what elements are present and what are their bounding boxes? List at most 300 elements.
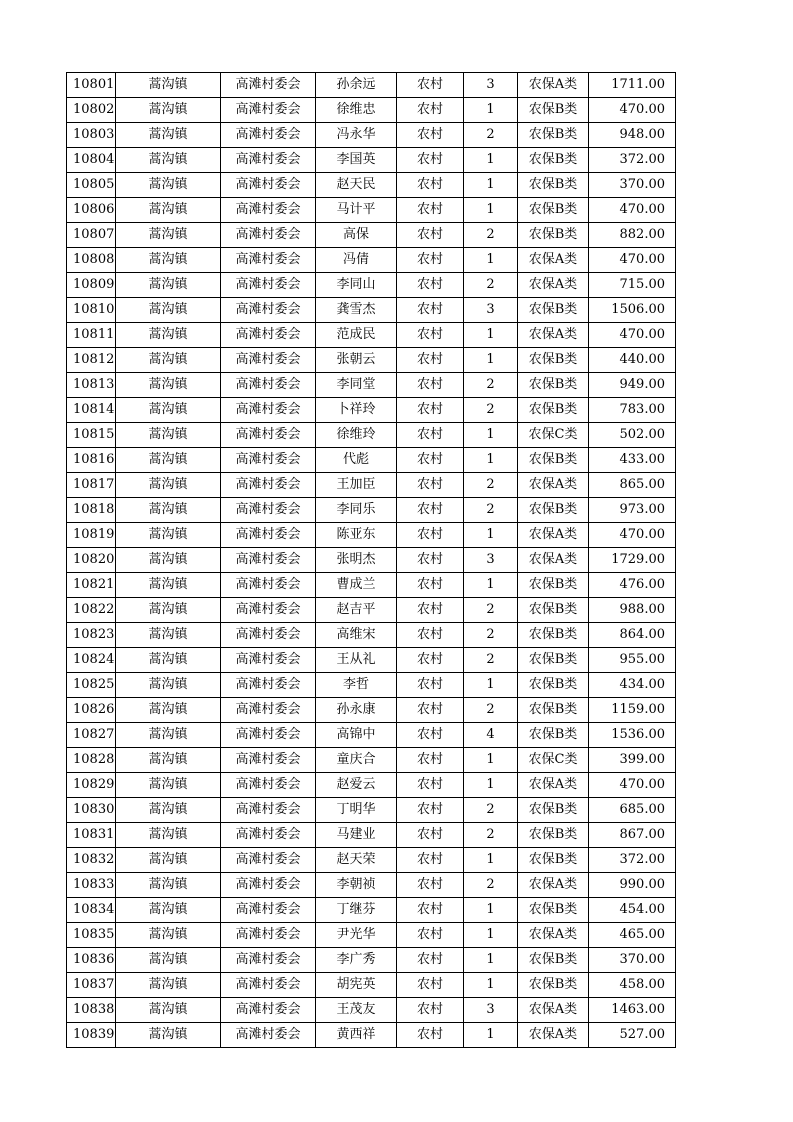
cell-person-name: 冯永华	[316, 123, 397, 148]
cell-person-name: 李哲	[316, 673, 397, 698]
cell-village-committee: 高滩村委会	[221, 1023, 316, 1048]
cell-household-count: 2	[464, 598, 518, 623]
cell-town: 蒿沟镇	[116, 548, 221, 573]
cell-amount: 1711.00	[589, 73, 676, 98]
cell-town: 蒿沟镇	[116, 873, 221, 898]
cell-village-committee: 高滩村委会	[221, 398, 316, 423]
cell-record-id: 10835	[67, 923, 116, 948]
table-row	[67, 973, 676, 998]
cell-household-count: 1	[464, 923, 518, 948]
cell-record-id: 10834	[67, 898, 116, 923]
cell-record-id: 10818	[67, 498, 116, 523]
table-row	[67, 573, 676, 598]
cell-residence-type: 农村	[397, 223, 464, 248]
cell-amount: 433.00	[589, 448, 676, 473]
cell-town: 蒿沟镇	[116, 123, 221, 148]
cell-household-count: 2	[464, 498, 518, 523]
cell-insurance-category: 农保A类	[518, 323, 589, 348]
cell-household-count: 1	[464, 98, 518, 123]
table-row	[67, 98, 676, 123]
cell-residence-type: 农村	[397, 398, 464, 423]
cell-village-committee: 高滩村委会	[221, 973, 316, 998]
cell-town: 蒿沟镇	[116, 748, 221, 773]
table-row	[67, 248, 676, 273]
cell-person-name: 李广秀	[316, 948, 397, 973]
cell-person-name: 胡宪英	[316, 973, 397, 998]
table-row	[67, 73, 676, 98]
cell-amount: 458.00	[589, 973, 676, 998]
cell-village-committee: 高滩村委会	[221, 673, 316, 698]
cell-record-id: 10826	[67, 698, 116, 723]
cell-record-id: 10822	[67, 598, 116, 623]
cell-residence-type: 农村	[397, 373, 464, 398]
table-row	[67, 1023, 676, 1048]
cell-insurance-category: 农保B类	[518, 298, 589, 323]
cell-household-count: 2	[464, 798, 518, 823]
cell-record-id: 10815	[67, 423, 116, 448]
cell-insurance-category: 农保A类	[518, 998, 589, 1023]
cell-village-committee: 高滩村委会	[221, 98, 316, 123]
cell-person-name: 王茂友	[316, 998, 397, 1023]
cell-record-id: 10829	[67, 773, 116, 798]
cell-village-committee: 高滩村委会	[221, 848, 316, 873]
cell-household-count: 1	[464, 1023, 518, 1048]
table-row	[67, 398, 676, 423]
cell-insurance-category: 农保B类	[518, 348, 589, 373]
table-row	[67, 273, 676, 298]
table-row	[67, 598, 676, 623]
cell-village-committee: 高滩村委会	[221, 923, 316, 948]
cell-amount: 370.00	[589, 948, 676, 973]
cell-insurance-category: 农保B类	[518, 198, 589, 223]
cell-person-name: 黄西祥	[316, 1023, 397, 1048]
cell-record-id: 10821	[67, 573, 116, 598]
cell-residence-type: 农村	[397, 173, 464, 198]
cell-person-name: 曹成兰	[316, 573, 397, 598]
cell-record-id: 10824	[67, 648, 116, 673]
cell-town: 蒿沟镇	[116, 498, 221, 523]
cell-insurance-category: 农保B类	[518, 848, 589, 873]
cell-village-committee: 高滩村委会	[221, 998, 316, 1023]
table-row	[67, 723, 676, 748]
cell-record-id: 10812	[67, 348, 116, 373]
cell-town: 蒿沟镇	[116, 998, 221, 1023]
cell-town: 蒿沟镇	[116, 723, 221, 748]
cell-household-count: 2	[464, 873, 518, 898]
cell-residence-type: 农村	[397, 423, 464, 448]
cell-record-id: 10802	[67, 98, 116, 123]
cell-household-count: 1	[464, 248, 518, 273]
cell-record-id: 10828	[67, 748, 116, 773]
cell-residence-type: 农村	[397, 598, 464, 623]
cell-residence-type: 农村	[397, 623, 464, 648]
cell-town: 蒿沟镇	[116, 148, 221, 173]
cell-residence-type: 农村	[397, 273, 464, 298]
cell-village-committee: 高滩村委会	[221, 248, 316, 273]
cell-household-count: 1	[464, 948, 518, 973]
cell-residence-type: 农村	[397, 748, 464, 773]
cell-person-name: 赵爱云	[316, 773, 397, 798]
table-row	[67, 648, 676, 673]
cell-record-id: 10811	[67, 323, 116, 348]
table-row	[67, 198, 676, 223]
cell-village-committee: 高滩村委会	[221, 698, 316, 723]
cell-town: 蒿沟镇	[116, 73, 221, 98]
cell-person-name: 代彪	[316, 448, 397, 473]
cell-record-id: 10838	[67, 998, 116, 1023]
cell-household-count: 1	[464, 198, 518, 223]
cell-person-name: 徐维忠	[316, 98, 397, 123]
cell-village-committee: 高滩村委会	[221, 798, 316, 823]
cell-town: 蒿沟镇	[116, 448, 221, 473]
table-row	[67, 848, 676, 873]
cell-residence-type: 农村	[397, 973, 464, 998]
cell-village-committee: 高滩村委会	[221, 198, 316, 223]
cell-town: 蒿沟镇	[116, 773, 221, 798]
cell-record-id: 10816	[67, 448, 116, 473]
cell-insurance-category: 农保A类	[518, 1023, 589, 1048]
cell-amount: 470.00	[589, 198, 676, 223]
cell-town: 蒿沟镇	[116, 373, 221, 398]
cell-amount: 470.00	[589, 98, 676, 123]
cell-amount: 454.00	[589, 898, 676, 923]
cell-town: 蒿沟镇	[116, 973, 221, 998]
cell-insurance-category: 农保A类	[518, 873, 589, 898]
cell-town: 蒿沟镇	[116, 348, 221, 373]
cell-amount: 470.00	[589, 248, 676, 273]
cell-town: 蒿沟镇	[116, 273, 221, 298]
data-table	[66, 72, 676, 1048]
cell-residence-type: 农村	[397, 323, 464, 348]
cell-household-count: 2	[464, 398, 518, 423]
cell-record-id: 10819	[67, 523, 116, 548]
cell-amount: 882.00	[589, 223, 676, 248]
cell-town: 蒿沟镇	[116, 473, 221, 498]
cell-insurance-category: 农保B类	[518, 798, 589, 823]
cell-village-committee: 高滩村委会	[221, 748, 316, 773]
cell-insurance-category: 农保B类	[518, 973, 589, 998]
cell-amount: 1463.00	[589, 998, 676, 1023]
cell-town: 蒿沟镇	[116, 298, 221, 323]
cell-residence-type: 农村	[397, 448, 464, 473]
cell-village-committee: 高滩村委会	[221, 598, 316, 623]
cell-village-committee: 高滩村委会	[221, 448, 316, 473]
cell-amount: 399.00	[589, 748, 676, 773]
cell-insurance-category: 农保A类	[518, 73, 589, 98]
cell-village-committee: 高滩村委会	[221, 773, 316, 798]
cell-town: 蒿沟镇	[116, 598, 221, 623]
cell-household-count: 2	[464, 123, 518, 148]
cell-amount: 990.00	[589, 873, 676, 898]
cell-insurance-category: 农保B类	[518, 98, 589, 123]
cell-town: 蒿沟镇	[116, 673, 221, 698]
cell-residence-type: 农村	[397, 198, 464, 223]
cell-record-id: 10801	[67, 73, 116, 98]
cell-insurance-category: 农保A类	[518, 248, 589, 273]
cell-residence-type: 农村	[397, 498, 464, 523]
cell-village-committee: 高滩村委会	[221, 473, 316, 498]
table-row	[67, 498, 676, 523]
cell-amount: 527.00	[589, 1023, 676, 1048]
cell-insurance-category: 农保B类	[518, 823, 589, 848]
cell-person-name: 徐维玲	[316, 423, 397, 448]
cell-household-count: 1	[464, 148, 518, 173]
cell-household-count: 1	[464, 898, 518, 923]
cell-insurance-category: 农保B类	[518, 223, 589, 248]
cell-record-id: 10830	[67, 798, 116, 823]
table-row	[67, 373, 676, 398]
cell-household-count: 2	[464, 223, 518, 248]
cell-amount: 372.00	[589, 848, 676, 873]
cell-record-id: 10808	[67, 248, 116, 273]
cell-insurance-category: 农保A类	[518, 548, 589, 573]
cell-insurance-category: 农保C类	[518, 423, 589, 448]
cell-person-name: 丁明华	[316, 798, 397, 823]
cell-residence-type: 农村	[397, 898, 464, 923]
cell-village-committee: 高滩村委会	[221, 123, 316, 148]
cell-record-id: 10806	[67, 198, 116, 223]
cell-village-committee: 高滩村委会	[221, 373, 316, 398]
table-row	[67, 323, 676, 348]
cell-household-count: 1	[464, 523, 518, 548]
cell-record-id: 10831	[67, 823, 116, 848]
cell-amount: 949.00	[589, 373, 676, 398]
cell-residence-type: 农村	[397, 548, 464, 573]
table-row	[67, 798, 676, 823]
cell-residence-type: 农村	[397, 848, 464, 873]
cell-person-name: 王从礼	[316, 648, 397, 673]
cell-amount: 865.00	[589, 473, 676, 498]
cell-amount: 470.00	[589, 323, 676, 348]
table-row	[67, 123, 676, 148]
cell-person-name: 童庆合	[316, 748, 397, 773]
table-row	[67, 148, 676, 173]
cell-insurance-category: 农保B类	[518, 173, 589, 198]
cell-village-committee: 高滩村委会	[221, 648, 316, 673]
cell-amount: 973.00	[589, 498, 676, 523]
table-row	[67, 523, 676, 548]
cell-residence-type: 农村	[397, 348, 464, 373]
cell-record-id: 10803	[67, 123, 116, 148]
table-row	[67, 173, 676, 198]
cell-insurance-category: 农保C类	[518, 748, 589, 773]
cell-village-committee: 高滩村委会	[221, 73, 316, 98]
cell-residence-type: 农村	[397, 98, 464, 123]
cell-village-committee: 高滩村委会	[221, 898, 316, 923]
cell-insurance-category: 农保B类	[518, 598, 589, 623]
cell-person-name: 李国英	[316, 148, 397, 173]
cell-insurance-category: 农保B类	[518, 898, 589, 923]
cell-record-id: 10823	[67, 623, 116, 648]
cell-household-count: 3	[464, 73, 518, 98]
cell-insurance-category: 农保A类	[518, 273, 589, 298]
cell-household-count: 1	[464, 323, 518, 348]
cell-amount: 864.00	[589, 623, 676, 648]
cell-household-count: 1	[464, 748, 518, 773]
table-row	[67, 348, 676, 373]
table-row	[67, 898, 676, 923]
cell-record-id: 10817	[67, 473, 116, 498]
cell-household-count: 1	[464, 423, 518, 448]
cell-residence-type: 农村	[397, 723, 464, 748]
cell-insurance-category: 农保B类	[518, 148, 589, 173]
cell-village-committee: 高滩村委会	[221, 423, 316, 448]
cell-household-count: 1	[464, 448, 518, 473]
cell-residence-type: 农村	[397, 123, 464, 148]
cell-residence-type: 农村	[397, 823, 464, 848]
cell-residence-type: 农村	[397, 73, 464, 98]
cell-person-name: 冯倩	[316, 248, 397, 273]
cell-record-id: 10804	[67, 148, 116, 173]
cell-household-count: 4	[464, 723, 518, 748]
cell-insurance-category: 农保B类	[518, 373, 589, 398]
table-row	[67, 773, 676, 798]
cell-town: 蒿沟镇	[116, 948, 221, 973]
cell-residence-type: 农村	[397, 298, 464, 323]
cell-amount: 1536.00	[589, 723, 676, 748]
cell-household-count: 2	[464, 273, 518, 298]
cell-amount: 1506.00	[589, 298, 676, 323]
cell-household-count: 2	[464, 373, 518, 398]
cell-insurance-category: 农保B类	[518, 398, 589, 423]
cell-insurance-category: 农保B类	[518, 448, 589, 473]
cell-insurance-category: 农保B类	[518, 698, 589, 723]
cell-record-id: 10813	[67, 373, 116, 398]
cell-record-id: 10832	[67, 848, 116, 873]
cell-amount: 955.00	[589, 648, 676, 673]
cell-person-name: 张明杰	[316, 548, 397, 573]
cell-insurance-category: 农保B类	[518, 573, 589, 598]
cell-town: 蒿沟镇	[116, 848, 221, 873]
cell-person-name: 赵天民	[316, 173, 397, 198]
table-row	[67, 948, 676, 973]
cell-record-id: 10807	[67, 223, 116, 248]
cell-town: 蒿沟镇	[116, 923, 221, 948]
cell-amount: 988.00	[589, 598, 676, 623]
cell-amount: 440.00	[589, 348, 676, 373]
cell-amount: 783.00	[589, 398, 676, 423]
table-row	[67, 673, 676, 698]
cell-village-committee: 高滩村委会	[221, 523, 316, 548]
cell-amount: 470.00	[589, 523, 676, 548]
cell-village-committee: 高滩村委会	[221, 223, 316, 248]
cell-residence-type: 农村	[397, 873, 464, 898]
cell-village-committee: 高滩村委会	[221, 723, 316, 748]
cell-household-count: 1	[464, 773, 518, 798]
cell-residence-type: 农村	[397, 148, 464, 173]
cell-record-id: 10837	[67, 973, 116, 998]
cell-person-name: 范成民	[316, 323, 397, 348]
cell-record-id: 10810	[67, 298, 116, 323]
cell-person-name: 王加臣	[316, 473, 397, 498]
cell-residence-type: 农村	[397, 773, 464, 798]
cell-village-committee: 高滩村委会	[221, 498, 316, 523]
cell-household-count: 2	[464, 823, 518, 848]
table-row	[67, 448, 676, 473]
cell-household-count: 1	[464, 973, 518, 998]
cell-record-id: 10805	[67, 173, 116, 198]
cell-person-name: 张朝云	[316, 348, 397, 373]
cell-village-committee: 高滩村委会	[221, 273, 316, 298]
cell-insurance-category: 农保B类	[518, 123, 589, 148]
cell-amount: 476.00	[589, 573, 676, 598]
cell-village-committee: 高滩村委会	[221, 173, 316, 198]
cell-residence-type: 农村	[397, 673, 464, 698]
cell-amount: 1729.00	[589, 548, 676, 573]
cell-person-name: 丁继芬	[316, 898, 397, 923]
cell-household-count: 2	[464, 473, 518, 498]
cell-household-count: 3	[464, 298, 518, 323]
cell-household-count: 2	[464, 623, 518, 648]
table-row	[67, 998, 676, 1023]
cell-insurance-category: 农保B类	[518, 623, 589, 648]
cell-insurance-category: 农保A类	[518, 473, 589, 498]
cell-town: 蒿沟镇	[116, 648, 221, 673]
cell-village-committee: 高滩村委会	[221, 623, 316, 648]
cell-person-name: 高锦中	[316, 723, 397, 748]
cell-person-name: 孙余远	[316, 73, 397, 98]
cell-town: 蒿沟镇	[116, 623, 221, 648]
cell-household-count: 3	[464, 998, 518, 1023]
cell-residence-type: 农村	[397, 923, 464, 948]
cell-village-committee: 高滩村委会	[221, 948, 316, 973]
cell-insurance-category: 农保A类	[518, 773, 589, 798]
cell-record-id: 10820	[67, 548, 116, 573]
cell-household-count: 3	[464, 548, 518, 573]
cell-person-name: 马建业	[316, 823, 397, 848]
cell-record-id: 10839	[67, 1023, 116, 1048]
cell-village-committee: 高滩村委会	[221, 873, 316, 898]
table-row	[67, 548, 676, 573]
table-body	[67, 73, 676, 1048]
cell-town: 蒿沟镇	[116, 423, 221, 448]
cell-person-name: 高保	[316, 223, 397, 248]
cell-village-committee: 高滩村委会	[221, 348, 316, 373]
cell-amount: 1159.00	[589, 698, 676, 723]
cell-insurance-category: 农保B类	[518, 723, 589, 748]
cell-household-count: 1	[464, 673, 518, 698]
cell-person-name: 李朝祯	[316, 873, 397, 898]
cell-person-name: 龚雪杰	[316, 298, 397, 323]
cell-residence-type: 农村	[397, 698, 464, 723]
cell-amount: 434.00	[589, 673, 676, 698]
cell-town: 蒿沟镇	[116, 798, 221, 823]
cell-amount: 372.00	[589, 148, 676, 173]
table-row	[67, 473, 676, 498]
cell-town: 蒿沟镇	[116, 573, 221, 598]
cell-person-name: 李同山	[316, 273, 397, 298]
cell-insurance-category: 农保A类	[518, 923, 589, 948]
cell-amount: 685.00	[589, 798, 676, 823]
cell-residence-type: 农村	[397, 523, 464, 548]
cell-person-name: 卜祥玲	[316, 398, 397, 423]
cell-insurance-category: 农保B类	[518, 673, 589, 698]
cell-insurance-category: 农保B类	[518, 948, 589, 973]
table-row	[67, 423, 676, 448]
cell-person-name: 尹光华	[316, 923, 397, 948]
cell-record-id: 10833	[67, 873, 116, 898]
cell-village-committee: 高滩村委会	[221, 148, 316, 173]
cell-residence-type: 农村	[397, 1023, 464, 1048]
cell-insurance-category: 农保B类	[518, 648, 589, 673]
cell-village-committee: 高滩村委会	[221, 548, 316, 573]
cell-record-id: 10809	[67, 273, 116, 298]
cell-town: 蒿沟镇	[116, 898, 221, 923]
cell-town: 蒿沟镇	[116, 198, 221, 223]
cell-amount: 470.00	[589, 773, 676, 798]
cell-person-name: 赵天荣	[316, 848, 397, 873]
cell-record-id: 10814	[67, 398, 116, 423]
